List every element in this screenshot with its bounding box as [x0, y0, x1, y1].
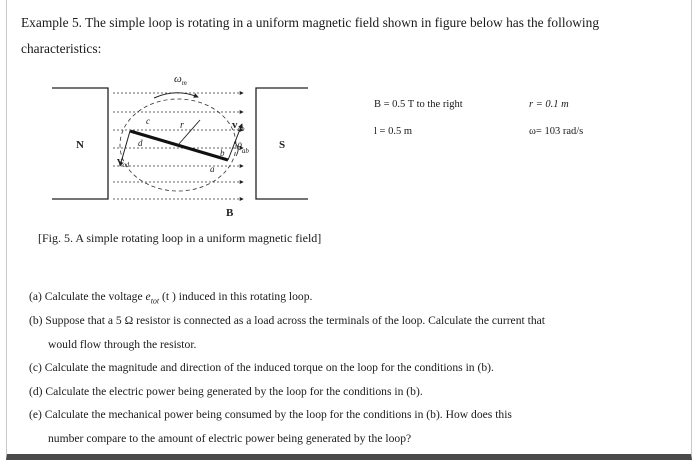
question-e-line-2: number compare to the amount of electric power being generated by the loop?	[48, 432, 412, 445]
param-omega: ω= 103 rad/s	[529, 126, 584, 137]
question-b-line-1: (b) Suppose that a 5 Ω resistor is connected as a load across the terminals of the loop. Calculate the current that	[29, 314, 546, 327]
question-e-line-1: (e) Calculate the mechanical power being consumed by the loop for the conditions in (b). How does this	[29, 408, 512, 421]
south-pole-label: S	[279, 139, 286, 151]
north-pole-label: N	[76, 139, 84, 151]
omega-arrow	[154, 93, 198, 98]
conductor-b-label: b	[220, 148, 225, 158]
theta-ab-label: $\theta_{ab}$	[237, 142, 249, 155]
conductor-a-label: a	[210, 164, 215, 174]
question-a: (a) Calculate the voltage $e_{tot}$ (t ) induced in this rotating loop.	[29, 290, 313, 306]
question-d: (d) Calculate the electric power being generated by the loop for the conditions in (b).	[29, 385, 423, 398]
param-l: l = 0.5 m	[374, 126, 413, 137]
radius-label: r	[180, 120, 184, 131]
conductor-d-label: d	[138, 138, 143, 148]
question-b-line-2: would flow through the resistor.	[48, 338, 197, 351]
field-b-label: B	[226, 207, 234, 218]
conductor-c-label: c	[146, 116, 150, 126]
param-b-field: B = 0.5 T to the right	[374, 99, 463, 110]
omega-label: $\omega_m$	[174, 73, 187, 87]
velocity-ab-label: $v_{ab}$	[232, 119, 245, 133]
example-intro-line-1: Example 5. The simple loop is rotating in a uniform magnetic field shown in figure below has the following	[21, 15, 600, 30]
figure-caption: [Fig. 5. A simple rotating loop in a uniform magnetic field]	[38, 231, 322, 245]
velocity-cd-label: $v_{cd}$	[117, 155, 130, 169]
question-c: (c) Calculate the magnitude and direction of the induced torque on the loop for the conditions in (b).	[29, 361, 494, 374]
param-r: r = 0.1 m	[529, 99, 569, 110]
rotating-loop-figure	[50, 68, 310, 218]
example-intro-line-2: characteristics:	[21, 41, 102, 56]
rotating-loop-side	[130, 131, 228, 160]
